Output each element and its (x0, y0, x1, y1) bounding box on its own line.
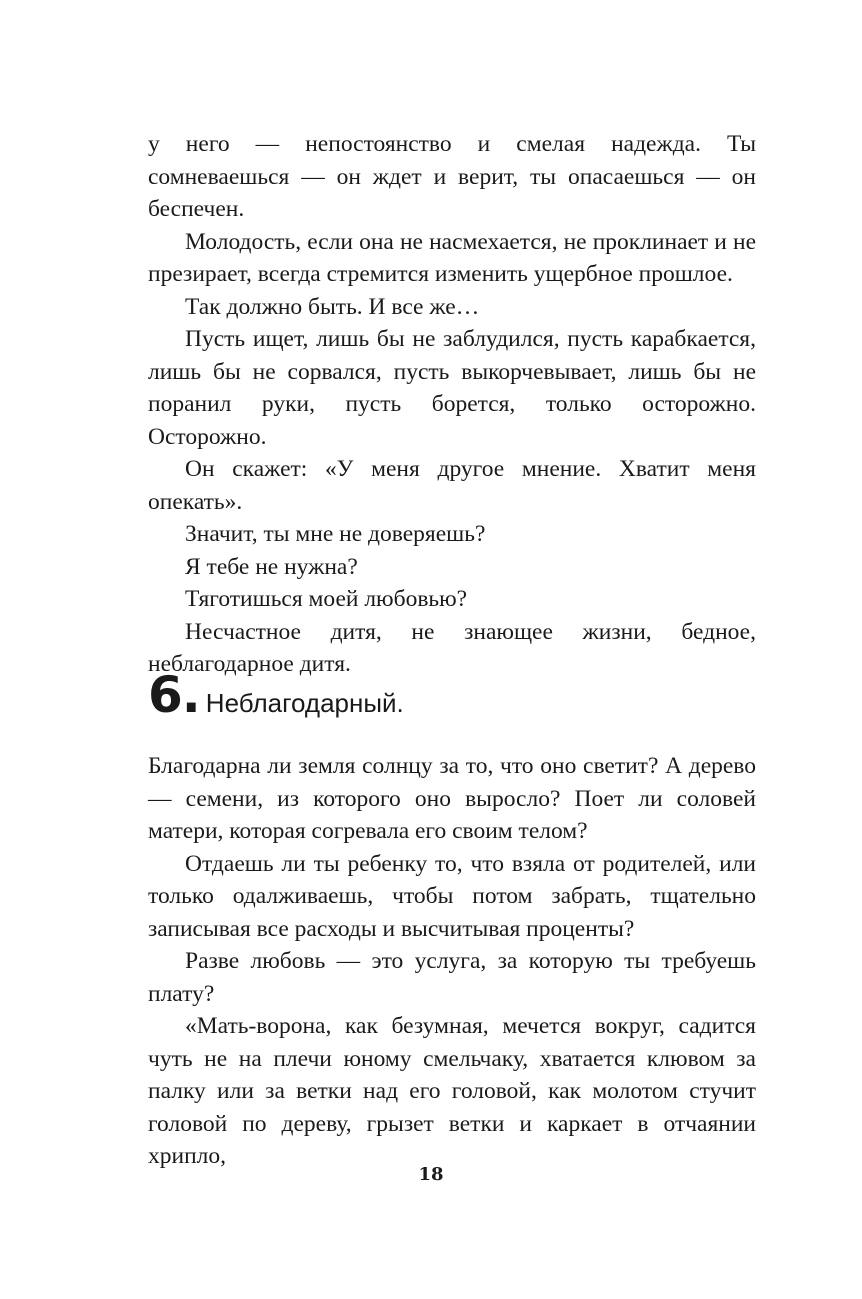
paragraph: у него — непостоянство и смелая надежда. Ты сомневаешься — он ждет и верит, ты опасаешься — он беспечен. (148, 131, 756, 222)
paragraph: Благодарна ли земля солнцу за то, что оно светит? А дерево — семени, из которого оно выросло? Поет ли соловей матери, которая согревала его своим телом? (148, 753, 756, 844)
paragraph: Тяготишься моей любовью? (185, 586, 468, 612)
chapter-heading (148, 660, 404, 730)
chapter-title: Неблагодарный. (205, 688, 404, 718)
paragraph: «Мать-ворона, как безумная, мечется вокруг, садится чуть не на плечи юному смельчаку, хватается клювом за палку или за ветки над его головой, как молотом стучит головой по дереву, грызет ветки и каркает в отчаянии хрипло, (148, 1013, 756, 1169)
chapter-number: 6. (148, 666, 200, 724)
page-number: 18 (418, 1164, 444, 1185)
paragraph: Молодость, если она не насмехается, не проклинает и не презирает, всегда стремится изменить ущербное прошлое. (148, 228, 756, 287)
top-text-section (148, 128, 756, 681)
paragraph: Он скажет: «У меня другое мнение. Хватит меня опекать». (148, 456, 756, 515)
paragraph: Отдаешь ли ты ребенку то, что взяла от родителей, или только одалживаешь, чтобы потом забрать, тщательно записывая все расходы и высчитывая проценты? (148, 850, 756, 942)
paragraph: Несчастное дитя, не знающее жизни, бедное, неблагодарное дитя. (148, 618, 756, 677)
paragraph: Так должно быть. И все же… (185, 293, 480, 320)
paragraph: Пусть ищет, лишь бы не заблудился, пусть карабкается, лишь бы не сорвался, пусть выкорчевывает, лишь бы не поранил руки, пусть борется, только осторожно. Осторожно. (148, 326, 756, 450)
bottom-text-section (148, 750, 756, 1173)
paragraph: Значит, ты мне не доверяешь? (185, 521, 486, 547)
paragraph: Я тебе не нужна? (185, 553, 358, 580)
paragraph: Разве любовь — это услуга, за которую ты требуешь плату? (148, 948, 756, 1007)
